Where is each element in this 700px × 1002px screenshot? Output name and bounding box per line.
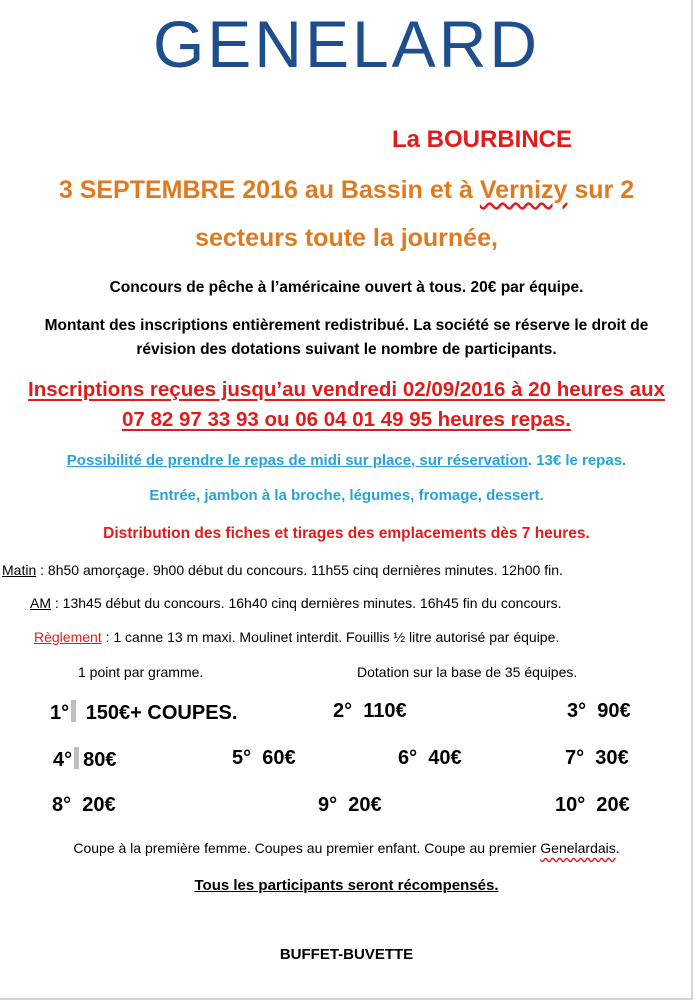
prize-2 bbox=[333, 700, 407, 723]
prize-3 bbox=[567, 700, 631, 723]
date-line-1-vernizy: Vernizy bbox=[479, 176, 568, 204]
reglement-line bbox=[34, 629, 559, 645]
date-line-1-a: 3 SEPTEMBRE 2016 au Bassin et à bbox=[58, 176, 480, 204]
prize-8-amount: 20€ bbox=[82, 794, 116, 816]
prize-7-amount: 30€ bbox=[595, 747, 629, 769]
cursor-bar bbox=[74, 747, 79, 769]
prize-1 bbox=[50, 700, 237, 725]
reglement-label: Règlement bbox=[34, 629, 102, 645]
date-line-2: secteurs toute la journée, bbox=[195, 224, 498, 252]
schedule-am bbox=[30, 595, 562, 611]
montant-line-1: Montant des inscriptions entièrement redistribué. La société se réserve le droit de bbox=[44, 317, 649, 334]
reglement-text: : 1 canne 13 m maxi. Moulinet interdit. Fouillis ½ litre autorisé par équipe. bbox=[101, 629, 560, 645]
am-text: : 13h45 début du concours. 16h40 cinq dernières minutes. 16h45 fin du concours. bbox=[51, 595, 562, 611]
am-label: AM bbox=[30, 595, 51, 611]
prize-10-rank: 10° bbox=[555, 794, 586, 816]
prize-2-amount: 110€ bbox=[363, 700, 407, 722]
prize-1-amount: 150€+ COUPES. bbox=[85, 702, 238, 724]
repas-text-b: . 13€ le repas. bbox=[527, 452, 627, 469]
prize-4 bbox=[53, 747, 117, 772]
prize-5-rank: 5° bbox=[232, 747, 252, 769]
buffet-text: BUFFET-BUVETTE bbox=[279, 946, 414, 963]
prize-7 bbox=[565, 747, 629, 770]
inscriptions-line-2: 07 82 97 33 93 ou 06 04 01 49 95 heures repas. bbox=[121, 408, 572, 431]
prize-10-amount: 20€ bbox=[596, 794, 630, 816]
date-line-1 bbox=[0, 176, 693, 205]
prize-4-rank: 4° bbox=[53, 749, 73, 771]
montant-line-2: révision des dotations suivant le nombre de participants. bbox=[136, 341, 557, 358]
inscriptions-line-1: Inscriptions reçues jusqu’au vendredi 02/09/2016 à 20 heures aux bbox=[28, 378, 665, 401]
prize-4-amount: 80€ bbox=[83, 749, 117, 771]
page-title: GENELARD bbox=[152, 7, 541, 81]
prize-7-rank: 7° bbox=[565, 747, 585, 769]
prize-1-rank: 1° bbox=[50, 702, 70, 724]
prize-10 bbox=[555, 794, 630, 817]
prize-6 bbox=[398, 747, 462, 770]
dotation-text: Dotation sur la base de 35 équipes. bbox=[357, 664, 578, 680]
prize-2-rank: 2° bbox=[333, 700, 353, 722]
prize-6-rank: 6° bbox=[398, 747, 418, 769]
prize-5-amount: 60€ bbox=[262, 747, 296, 769]
prize-8-rank: 8° bbox=[52, 794, 72, 816]
schedule-matin bbox=[2, 562, 563, 578]
coupes-text-a: Coupe à la première femme. Coupes au premier enfant. Coupe au premier bbox=[73, 840, 541, 856]
prize-9-amount: 20€ bbox=[348, 794, 382, 816]
date-line-1-c: sur 2 bbox=[567, 176, 635, 204]
concours-text: Concours de pêche à l’américaine ouvert à tous. 20€ par équipe. bbox=[109, 279, 584, 296]
prize-3-rank: 3° bbox=[567, 700, 587, 722]
cursor-bar bbox=[71, 700, 76, 722]
repas-text-a: Possibilité de prendre le repas de midi sur place, sur réservation bbox=[66, 452, 528, 469]
coupes-genelardais: Genelardais bbox=[540, 840, 616, 856]
coupes-text-c: . bbox=[615, 840, 620, 856]
prize-9-rank: 9° bbox=[318, 794, 338, 816]
prize-8 bbox=[52, 794, 116, 817]
coupes-text bbox=[0, 840, 693, 856]
distribution-text: Distribution des fiches et tirages des emplacements dès 7 heures. bbox=[103, 525, 590, 542]
prize-9 bbox=[318, 794, 382, 817]
prize-5 bbox=[232, 747, 296, 770]
menu-text: Entrée, jambon à la broche, légumes, fromage, dessert. bbox=[149, 487, 544, 504]
subtitle: La BOURBINCE bbox=[392, 126, 573, 153]
matin-label: Matin bbox=[2, 562, 37, 578]
recompense-text: Tous les participants seront récompensés. bbox=[194, 877, 499, 894]
prize-6-amount: 40€ bbox=[428, 747, 462, 769]
prize-3-amount: 90€ bbox=[597, 700, 631, 722]
matin-text: : 8h50 amorçage. 9h00 début du concours. 11h55 cinq dernières minutes. 12h00 fin. bbox=[36, 562, 563, 578]
repas-text bbox=[0, 452, 693, 469]
point-text: 1 point par gramme. bbox=[78, 664, 204, 680]
